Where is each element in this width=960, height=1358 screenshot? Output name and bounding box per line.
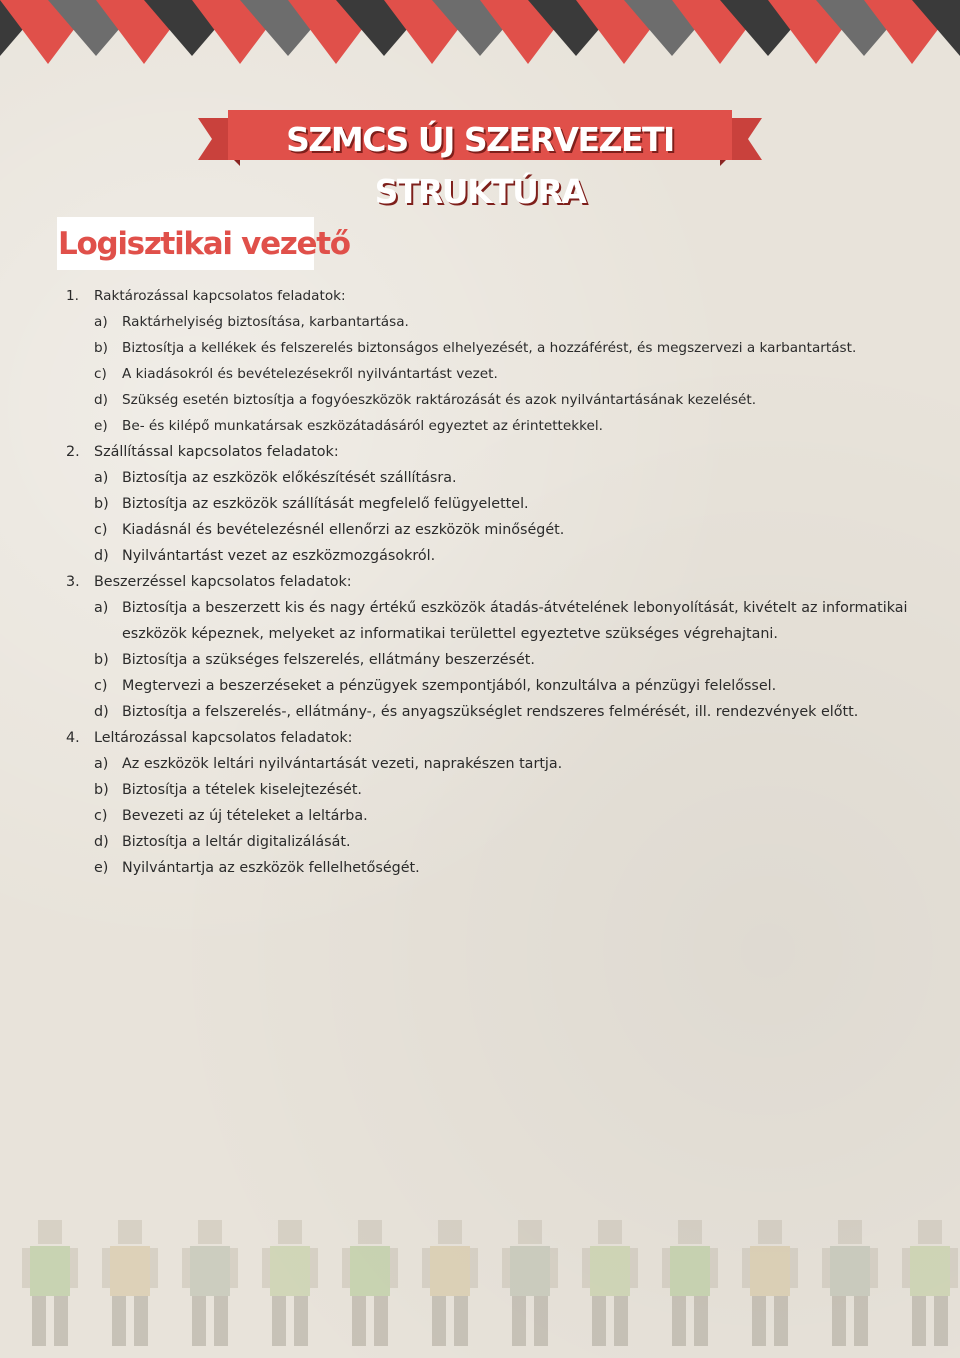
item-text: Az eszközök leltári nyilvántartását vezeti, naprakészen tartja. xyxy=(122,756,563,772)
item-text: Raktárhelyiség biztosítása, karbantartása. xyxy=(122,314,409,330)
item-letter: a) xyxy=(94,314,108,330)
list-item xyxy=(0,543,960,569)
list-item xyxy=(0,751,960,777)
banner-title: SZMCS ÚJ SZERVEZETI STRUKTÚRA xyxy=(286,120,674,211)
section-heading xyxy=(0,439,960,465)
footer-figure xyxy=(342,1220,398,1346)
item-text: Biztosítja a szükséges felszerelés, ellátmány beszerzését. xyxy=(122,652,535,668)
item-text: Kiadásnál és bevételezésnél ellenőrzi az eszközök minőségét. xyxy=(122,522,565,538)
section-number: 2. xyxy=(66,444,80,460)
section-number: 4. xyxy=(66,730,80,746)
item-letter: e) xyxy=(94,860,109,876)
list-item xyxy=(0,335,960,361)
item-text: Biztosítja az eszközök előkészítését szállításra. xyxy=(122,470,457,486)
item-letter: d) xyxy=(94,392,108,408)
section-title: Leltározással kapcsolatos feladatok: xyxy=(94,730,353,746)
item-letter: a) xyxy=(94,600,109,616)
page-heading: Logisztikai vezető xyxy=(58,226,350,262)
list-item-continuation xyxy=(0,621,960,647)
item-letter: a) xyxy=(94,470,109,486)
item-text: Nyilvántartja az eszközök fellelhetőségét. xyxy=(122,860,420,876)
list-item xyxy=(0,673,960,699)
footer-figure xyxy=(822,1220,878,1346)
item-letter: b) xyxy=(94,496,109,512)
section-title: Szállítással kapcsolatos feladatok: xyxy=(94,444,339,460)
footer-figure xyxy=(662,1220,718,1346)
section-number: 1. xyxy=(66,288,79,304)
task-list xyxy=(0,283,960,881)
item-text: Nyilvántartást vezet az eszközmozgásokról. xyxy=(122,548,436,564)
item-text: Szükség esetén biztosítja a fogyóeszközök raktározását és azok nyilvántartásának kezelését. xyxy=(122,392,757,408)
section-title: Raktározással kapcsolatos feladatok: xyxy=(94,288,346,304)
footer-figure xyxy=(102,1220,158,1346)
list-item xyxy=(0,855,960,881)
list-item xyxy=(0,829,960,855)
item-text: A kiadásokról és bevételezésekről nyilvántartást vezet. xyxy=(122,366,498,382)
list-item xyxy=(0,309,960,335)
item-letter: d) xyxy=(94,548,109,564)
footer-figures-decoration xyxy=(0,1210,960,1358)
footer-figure xyxy=(902,1220,958,1346)
list-item xyxy=(0,465,960,491)
item-text: Megtervezi a beszerzéseket a pénzügyek szempontjából, konzultálva a pénzügyi felelőssel. xyxy=(122,678,777,694)
footer-figure xyxy=(22,1220,78,1346)
item-text: Be- és kilépő munkatársak eszközátadásáról egyeztet az érintettekkel. xyxy=(122,418,603,434)
list-item xyxy=(0,361,960,387)
footer-figure xyxy=(422,1220,478,1346)
bunting-decoration xyxy=(0,0,960,70)
footer-figure xyxy=(582,1220,638,1346)
footer-figure xyxy=(502,1220,558,1346)
list-item xyxy=(0,413,960,439)
section-title: Beszerzéssel kapcsolatos feladatok: xyxy=(94,574,352,590)
list-item xyxy=(0,699,960,725)
item-letter: e) xyxy=(94,418,108,434)
item-letter: c) xyxy=(94,678,108,694)
section-number: 3. xyxy=(66,574,80,590)
item-letter: b) xyxy=(94,340,108,356)
footer-figure xyxy=(262,1220,318,1346)
item-text: Biztosítja a leltár digitalizálását. xyxy=(122,834,351,850)
list-item xyxy=(0,387,960,413)
item-letter: a) xyxy=(94,756,109,772)
item-text: Biztosítja az eszközök szállítását megfelelő felügyelettel. xyxy=(122,496,529,512)
item-text: Biztosítja a tételek kiselejtezését. xyxy=(122,782,362,798)
item-text: eszközök képeznek, melyeket az informatikai területtel egyeztetve szükséges végrehajtani. xyxy=(122,626,778,642)
list-item xyxy=(0,491,960,517)
item-letter: c) xyxy=(94,366,107,382)
section-heading xyxy=(0,725,960,751)
list-item xyxy=(0,517,960,543)
item-letter: b) xyxy=(94,782,109,798)
item-text: Bevezeti az új tételeket a leltárba. xyxy=(122,808,368,824)
item-letter: c) xyxy=(94,808,108,824)
item-text: Biztosítja a beszerzett kis és nagy értékű eszközök átadás-átvételének lebonyolítását, kivételt az informatikai xyxy=(122,600,908,616)
list-item xyxy=(0,777,960,803)
item-letter: b) xyxy=(94,652,109,668)
item-letter: c) xyxy=(94,522,108,538)
item-text: Biztosítja a kellékek és felszerelés biztonságos elhelyezését, a hozzáférést, és megszervezi a karbantartást. xyxy=(122,340,857,356)
section-heading xyxy=(0,569,960,595)
item-text: Biztosítja a felszerelés-, ellátmány-, és anyagszükséglet rendszeres felmérését, ill. rendezvények előtt. xyxy=(122,704,859,720)
item-letter: d) xyxy=(94,704,109,720)
item-letter: d) xyxy=(94,834,109,850)
list-item xyxy=(0,647,960,673)
footer-figure xyxy=(182,1220,238,1346)
footer-figure xyxy=(742,1220,798,1346)
list-item xyxy=(0,595,960,621)
list-item xyxy=(0,803,960,829)
section-heading xyxy=(0,283,960,309)
